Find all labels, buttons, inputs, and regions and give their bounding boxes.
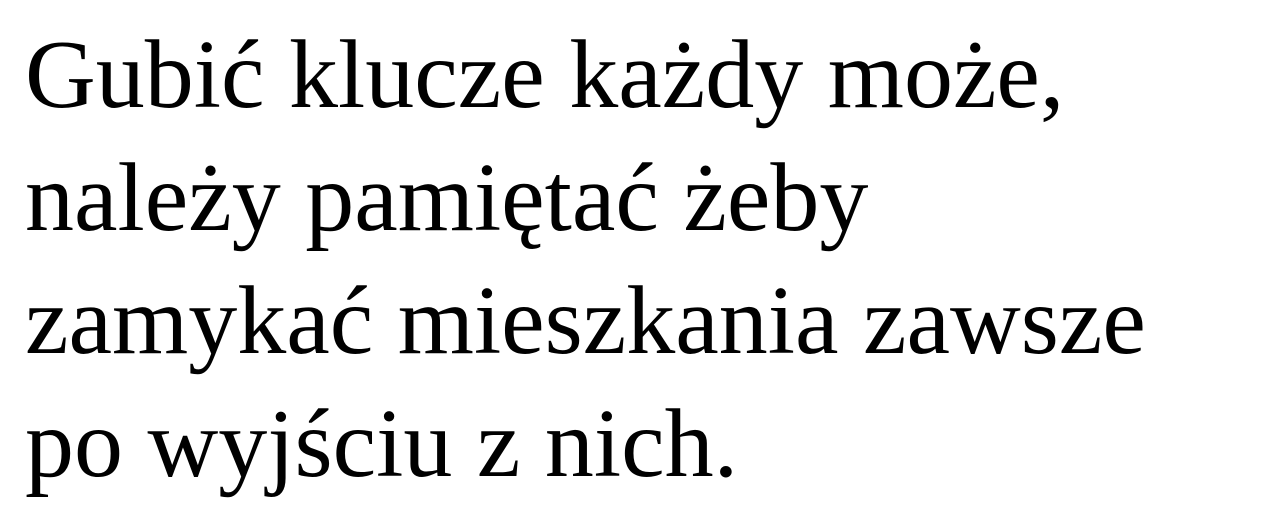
document-text	[25, 14, 1265, 506]
text-line-2: należy pamiętać żeby	[25, 144, 869, 252]
text-line-1: Gubić klucze każdy może,	[25, 21, 1065, 129]
text-line-4: po wyjściu z nich.	[25, 390, 739, 498]
text-line-3: zamykać mieszkania zawsze	[25, 267, 1146, 375]
